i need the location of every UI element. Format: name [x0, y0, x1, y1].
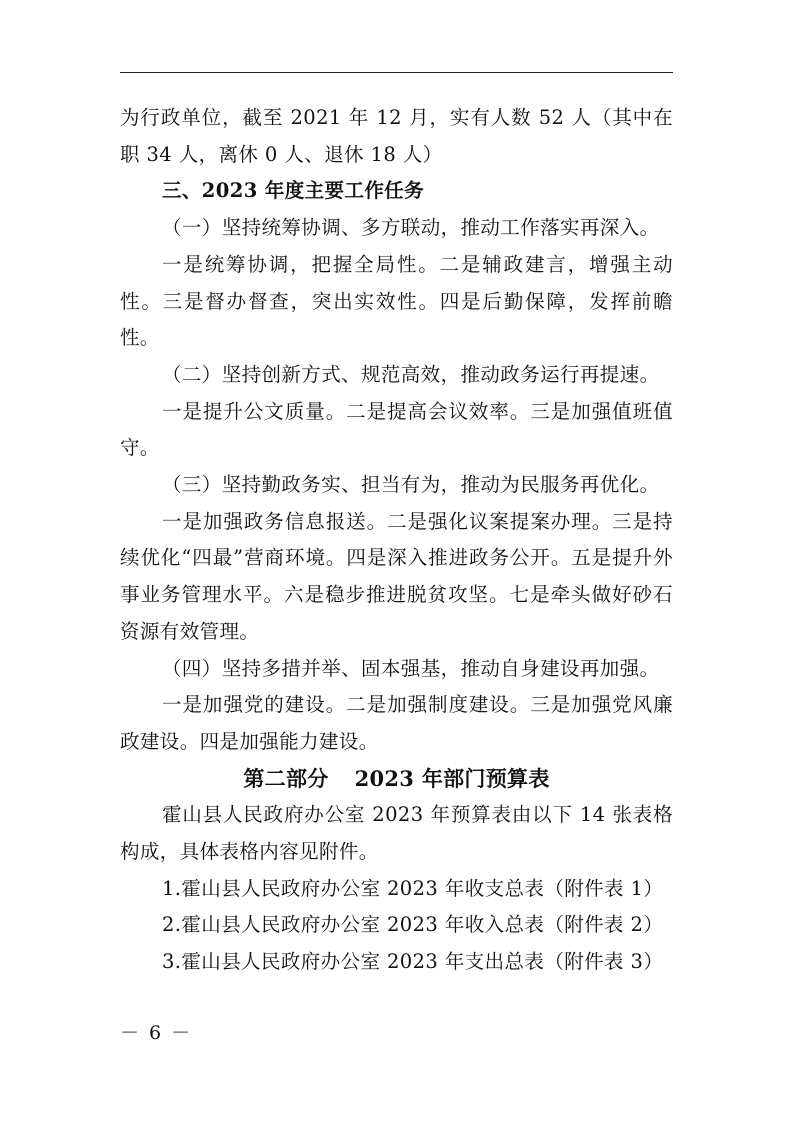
paragraph: 一是提升公文质量。二是提高会议效率。三是加强值班值守。: [120, 399, 673, 460]
paragraph: 一是统筹协调，把握全局性。二是辅政建言，增强主动性。三是督办督查，突出实效性。四是后勤保障，发挥前瞻性。: [120, 252, 673, 350]
paragraph: 霍山县人民政府办公室 2023 年预算表由以下 14 张表格构成，具体表格内容见附件。: [120, 803, 673, 864]
page-number: － 6 －: [120, 1022, 193, 1044]
paragraph: （三）坚持勤政务实、担当有为，推动为民服务再优化。: [162, 473, 660, 497]
paragraph: 为行政单位，截至 2021 年 12 月，实有人数 52 人（其中在职 34 人，离休 0 人、退休 18 人）: [120, 106, 673, 166]
part-heading: [120, 761, 673, 798]
paragraph: （四）坚持多措并举、固本强基，推动自身建设再加强。: [162, 656, 660, 680]
section-heading: 三、2023 年度主要工作任务: [162, 179, 425, 203]
paragraph: （一）坚持统筹协调、多方联动，推动工作落实再深入。: [162, 216, 660, 240]
header-rule: [120, 72, 673, 73]
paragraph: （二）坚持创新方式、规范高效，推动政务运行再提速。: [162, 362, 660, 386]
paragraph: 一是加强政务信息报送。二是强化议案提案办理。三是持续优化“四最”营商环境。四是深入推进政务公开。五是提升外事业务管理水平。六是稳步推进脱贫攻坚。七是牵头做好砂石资源有效管理。: [120, 509, 673, 643]
part-label: 第二部分: [243, 765, 329, 791]
part-title: 2023 年部门预算表: [354, 765, 550, 791]
list-item: 2.霍山县人民政府办公室 2023 年收入总表（附件表 2）: [162, 913, 664, 937]
list-item: 1.霍山县人民政府办公室 2023 年收支总表（附件表 1）: [162, 876, 664, 900]
list-item: 3.霍山县人民政府办公室 2023 年支出总表（附件表 3）: [162, 950, 664, 974]
document-body: [120, 100, 673, 981]
paragraph: 一是加强党的建设。二是加强制度建设。三是加强党风廉政建设。四是加强能力建设。: [120, 693, 673, 753]
